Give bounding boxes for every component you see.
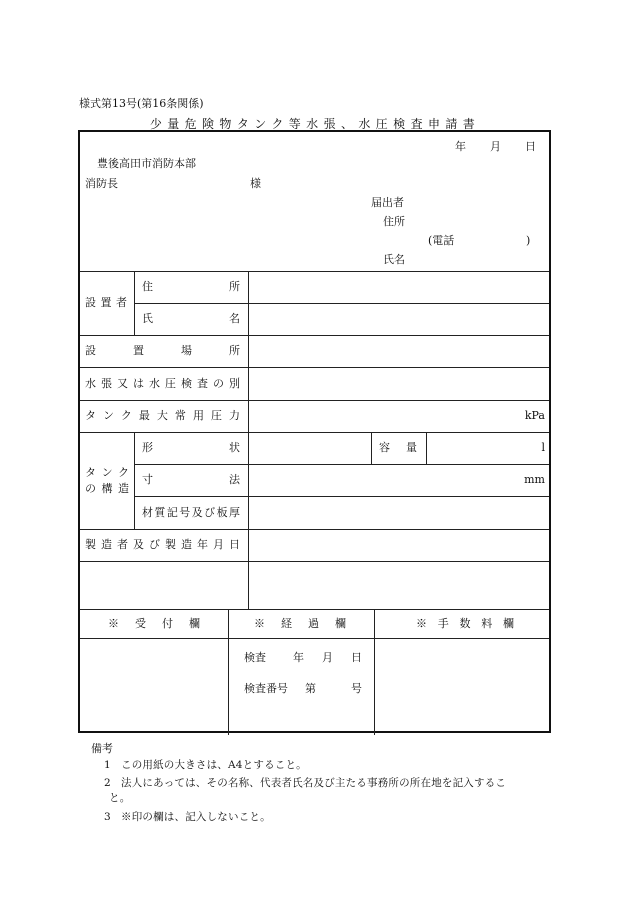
- row-rule: [80, 529, 549, 530]
- column-rule: [374, 609, 375, 735]
- column-rule: [134, 271, 135, 335]
- installer-address-label: 住所: [142, 280, 240, 293]
- inspection-year-label: 年: [293, 651, 304, 664]
- row-rule: [80, 271, 549, 272]
- tank-material-label: 材質記号及び板厚: [142, 506, 240, 519]
- row-rule: [134, 496, 549, 497]
- row-rule: [80, 638, 549, 639]
- note-2-continuation: と。: [109, 792, 131, 804]
- tank-dimension-unit: mm: [524, 473, 545, 486]
- fee-column-label: ※手数料欄: [416, 617, 514, 630]
- inspection-day-label: 日: [351, 651, 362, 664]
- manufacturer-label: 製造者及び製造年月日: [85, 538, 240, 551]
- recipient-fire-chief: 消防長: [85, 177, 118, 190]
- tank-capacity-label: 容量: [379, 441, 417, 454]
- tank-shape-label: 形状: [142, 441, 240, 454]
- installation-location-label: 設置場所: [85, 344, 240, 357]
- applicant-phone-close: ): [526, 234, 531, 247]
- note-1-number: 1: [104, 759, 111, 771]
- applicant-phone-open: (電話: [428, 234, 455, 247]
- tank-dimension-label: 寸法: [142, 473, 240, 486]
- application-form-table: [78, 130, 551, 733]
- column-rule: [228, 609, 229, 735]
- row-rule: [80, 561, 549, 562]
- recipient-fire-department: 豊後高田市消防本部: [97, 157, 196, 170]
- row-rule: [134, 303, 549, 304]
- note-2-number: 2: [104, 777, 111, 789]
- note-3-number: 3: [104, 811, 111, 823]
- inspection-number-prefix: 第: [305, 682, 316, 695]
- max-pressure-label: タンク最大常用圧力: [85, 409, 240, 422]
- column-rule: [426, 432, 427, 464]
- row-rule: [134, 464, 549, 465]
- row-rule: [80, 367, 549, 368]
- tank-capacity-unit: l: [541, 441, 545, 454]
- tank-structure-label-line1: タンク: [85, 466, 129, 479]
- progress-column-label: ※経過欄: [254, 617, 346, 630]
- date-month-label: 月: [490, 140, 501, 153]
- installer-name-label: 氏名: [142, 312, 240, 325]
- installer-label: 設置者: [85, 296, 127, 309]
- note-3-text: ※印の欄は、記入しないこと。: [121, 811, 271, 823]
- tank-structure-label-line2: の構造: [85, 482, 129, 495]
- note-1-text: この用紙の大きさは、A4とすること。: [121, 759, 307, 771]
- reception-column-label: ※受付欄: [108, 617, 200, 630]
- date-year-label: 年: [455, 140, 466, 153]
- row-rule: [80, 335, 549, 336]
- column-rule: [371, 432, 372, 464]
- notes-title: 備考: [91, 742, 113, 755]
- recipient-honorific: 様: [250, 177, 261, 190]
- test-type-label: 水張又は水圧検査の別: [85, 377, 240, 390]
- row-rule: [80, 609, 549, 610]
- form-number: 様式第13号(第16条関係): [79, 97, 204, 110]
- row-rule: [80, 432, 549, 433]
- inspection-month-label: 月: [322, 651, 333, 664]
- date-day-label: 日: [525, 140, 536, 153]
- column-rule: [248, 271, 249, 609]
- inspection-number-label: 検査番号: [244, 682, 288, 695]
- max-pressure-unit: kPa: [524, 409, 545, 422]
- inspection-number-suffix: 号: [351, 682, 362, 695]
- form-title: 少量危険物タンク等水張、水圧検査申請書: [149, 117, 481, 131]
- applicant-address-label: 住所: [383, 215, 405, 228]
- column-rule: [134, 432, 135, 529]
- note-2-text: 法人にあっては、その名称、代表者氏名及び主たる事務所の所在地を記入するこ: [121, 777, 507, 789]
- applicant-name-label: 氏名: [383, 253, 405, 266]
- applicant-label: 届出者: [371, 196, 404, 209]
- row-rule: [80, 400, 549, 401]
- inspection-label: 検査: [244, 651, 266, 664]
